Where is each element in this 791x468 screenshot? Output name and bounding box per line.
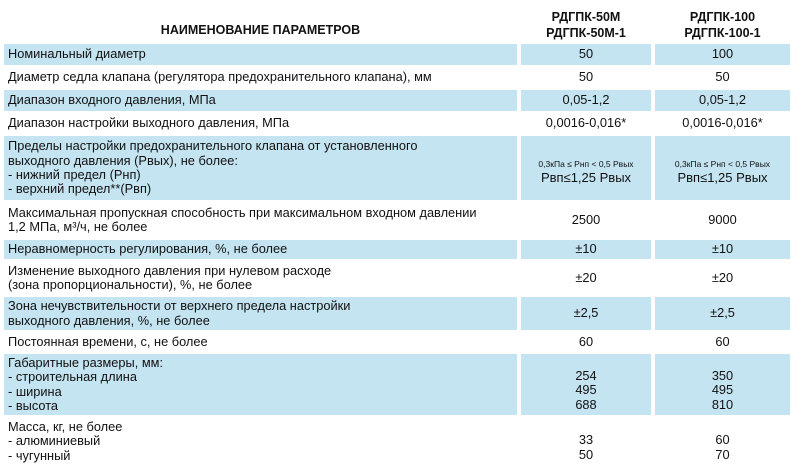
table-row bbox=[4, 354, 790, 415]
header-model-100-line1: РДГПК-100 bbox=[689, 10, 756, 24]
value-line: 60 bbox=[715, 333, 730, 349]
table-row bbox=[4, 136, 790, 200]
value-line: ±2,5 bbox=[573, 305, 599, 321]
header-model-50-line1: РДГПК-50М bbox=[551, 10, 621, 24]
lower-limit-formula: 0,3кПа ≤ Рнп < 0,5 Рвых bbox=[674, 158, 771, 169]
value-line: ±2,5 bbox=[710, 305, 735, 321]
row-value-model-100 bbox=[655, 418, 790, 465]
value-line: 350 bbox=[711, 368, 734, 384]
lower-limit-formula: 0,3кПа ≤ Рнп < 0,5 Рвых bbox=[538, 158, 634, 169]
param-line: 1,2 МПа, м³/ч, не более bbox=[8, 219, 148, 234]
row-param bbox=[4, 240, 517, 259]
table-row bbox=[4, 262, 790, 294]
row-value-model-100 bbox=[655, 68, 790, 87]
table-row bbox=[4, 297, 790, 330]
row-value-model-100 bbox=[655, 333, 790, 351]
row-value-model-100 bbox=[655, 240, 790, 259]
row-value-model-100 bbox=[655, 114, 790, 133]
table-row bbox=[4, 240, 790, 259]
row-value-model-100 bbox=[655, 262, 790, 294]
value-line: ±10 bbox=[711, 241, 734, 257]
value-line: 100 bbox=[711, 46, 734, 62]
value-line: 2500 bbox=[571, 211, 601, 227]
param-line: - строительная длина bbox=[8, 369, 137, 385]
row-param bbox=[4, 418, 517, 465]
table-row bbox=[4, 90, 790, 111]
param-line: Неравномерность регулирования, %, не более bbox=[8, 241, 288, 257]
row-value-model-50 bbox=[521, 262, 651, 294]
param-line: - чугунный bbox=[8, 447, 71, 463]
param-line: Габаритные размеры, мм: bbox=[8, 354, 163, 370]
row-value-model-50 bbox=[521, 297, 651, 330]
row-param bbox=[4, 297, 517, 330]
table-row bbox=[4, 68, 790, 87]
value-line: 33 bbox=[578, 432, 594, 448]
header-model-100 bbox=[655, 0, 790, 41]
row-value-model-50 bbox=[521, 44, 651, 65]
param-line: Постоянная времени, с, не более bbox=[8, 333, 208, 349]
value-line: ±20 bbox=[575, 269, 597, 285]
value-line: 70 bbox=[715, 446, 730, 462]
row-param bbox=[4, 354, 517, 415]
value-line: 50 bbox=[578, 446, 594, 462]
row-value-model-100 bbox=[655, 136, 790, 200]
value-line: 50 bbox=[715, 69, 730, 85]
row-value-model-100 bbox=[655, 90, 790, 111]
row-param bbox=[4, 114, 517, 133]
value-line: 810 bbox=[711, 396, 734, 412]
specifications-table bbox=[4, 0, 790, 468]
value-line: 495 bbox=[575, 382, 597, 398]
row-value-model-100 bbox=[655, 297, 790, 330]
value-line: 60 bbox=[578, 333, 594, 349]
row-param bbox=[4, 333, 517, 351]
upper-limit-formula: Рвп≤1,25 Рвых bbox=[540, 169, 632, 185]
param-line: (зона пропорциональности), %, не более bbox=[8, 277, 253, 292]
value-line: 0,0016-0,016* bbox=[682, 115, 763, 131]
row-value-model-50 bbox=[521, 136, 651, 200]
header-model-100-line2: РДГПК-100-1 bbox=[684, 26, 761, 40]
param-line: Диапазон входного давления, МПа bbox=[8, 92, 216, 108]
row-param bbox=[4, 262, 517, 294]
value-line: 0,05-1,2 bbox=[562, 92, 610, 108]
row-param bbox=[4, 68, 517, 87]
row-value-model-50 bbox=[521, 418, 651, 465]
value-line: 60 bbox=[715, 432, 730, 448]
header-parameters: НАИМЕНОВАНИЕ ПАРАМЕТРОВ bbox=[160, 23, 361, 37]
param-line: - верхний предел**(Рвп) bbox=[8, 181, 152, 197]
param-line: - алюминиевый bbox=[8, 433, 101, 449]
table-row bbox=[4, 114, 790, 133]
row-value-model-50 bbox=[521, 333, 651, 351]
value-line: 50 bbox=[578, 46, 594, 62]
row-value-model-50 bbox=[521, 68, 651, 87]
row-value-model-50 bbox=[521, 203, 651, 237]
param-line: - высота bbox=[8, 397, 59, 413]
value-line: ±20 bbox=[711, 269, 734, 285]
param-line: Изменение выходного давления при нулевом расходе bbox=[8, 262, 332, 278]
table-row bbox=[4, 44, 790, 65]
value-line: 254 bbox=[575, 368, 597, 384]
table-row bbox=[4, 333, 790, 351]
table-row bbox=[4, 418, 790, 465]
param-line: выходного давления, %, не более bbox=[8, 312, 210, 328]
row-value-model-50 bbox=[521, 90, 651, 111]
row-value-model-100 bbox=[655, 44, 790, 65]
param-line: Диапазон настройки выходного давления, МПа bbox=[8, 115, 290, 131]
table-row bbox=[4, 203, 790, 237]
value-line: 9000 bbox=[708, 211, 737, 227]
row-value-model-50 bbox=[521, 240, 651, 259]
param-line: Максимальная пропускная способность при максимальном входном давлении bbox=[8, 204, 477, 220]
param-line: Номинальный диаметр bbox=[8, 46, 146, 62]
param-line: выходного давления (Рвых), не более: bbox=[8, 152, 238, 168]
value-line: 50 bbox=[578, 69, 594, 85]
param-line: Зона нечувствительности от верхнего предела настройки bbox=[8, 298, 351, 314]
value-line: 0,0016-0,016* bbox=[545, 115, 627, 131]
header-model-50-line2: РДГПК-50М-1 bbox=[546, 26, 626, 40]
param-line: Пределы настройки предохранительного клапана от установленного bbox=[8, 138, 418, 154]
row-value-model-100 bbox=[655, 203, 790, 237]
value-line: ±10 bbox=[575, 241, 597, 257]
value-line: 0,05-1,2 bbox=[699, 92, 746, 108]
param-line: - нижний предел (Рнп) bbox=[8, 167, 141, 182]
row-value-model-50 bbox=[521, 114, 651, 133]
row-param bbox=[4, 203, 517, 237]
row-param bbox=[4, 136, 517, 200]
value-line: 688 bbox=[575, 396, 597, 412]
header-model-50 bbox=[521, 0, 651, 41]
row-value-model-100 bbox=[655, 354, 790, 415]
row-value-model-50 bbox=[521, 354, 651, 415]
row-param bbox=[4, 90, 517, 111]
value-line: 495 bbox=[711, 382, 734, 398]
header-row bbox=[4, 0, 790, 41]
row-param bbox=[4, 44, 517, 65]
param-line: Диаметр седла клапана (регулятора предохранительного клапана), мм bbox=[8, 69, 432, 85]
param-line: - ширина bbox=[8, 383, 62, 399]
param-line: Масса, кг, не более bbox=[8, 419, 123, 435]
upper-limit-formula: Рвп≤1,25 Рвых bbox=[677, 169, 768, 185]
